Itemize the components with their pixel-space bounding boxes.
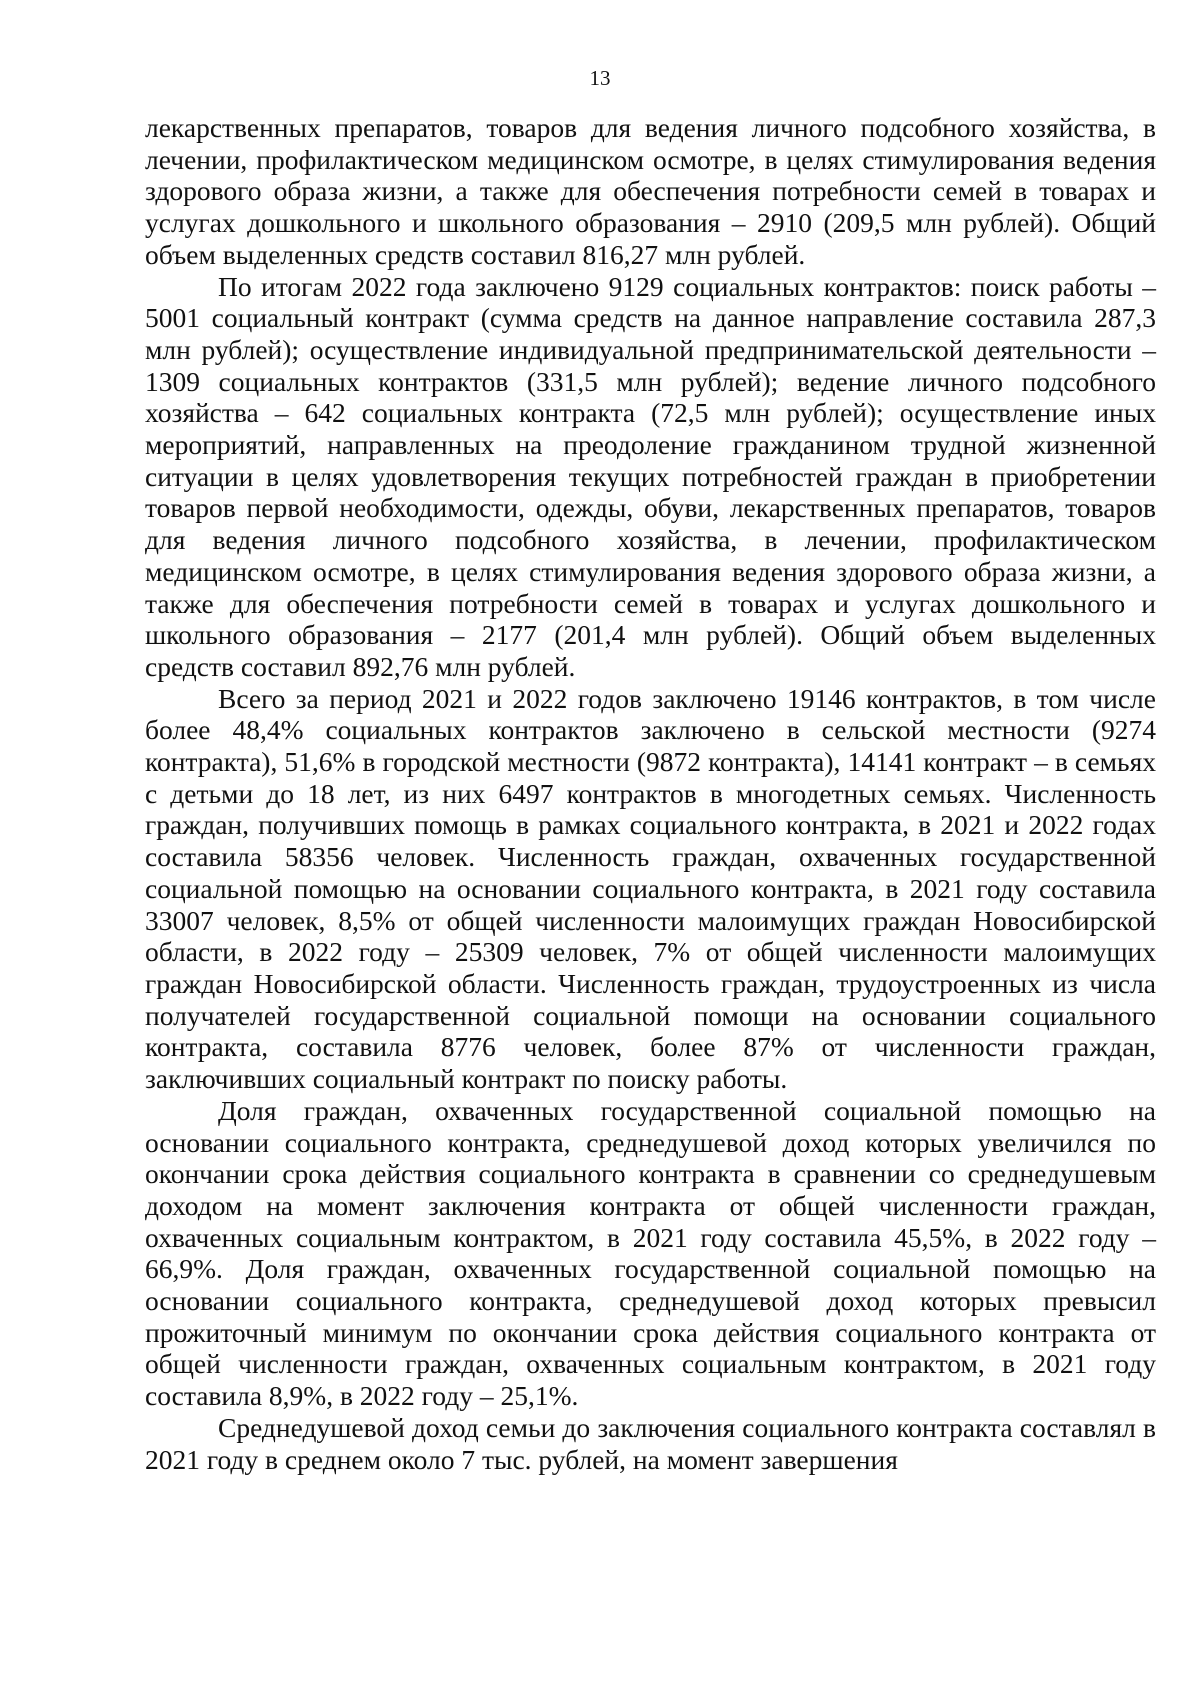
paragraph-average-income: Среднедушевой доход семьи до заключения социального контракта составлял в 2021 году в среднем около 7 тыс. рублей, на момент завершения	[145, 1411, 1156, 1475]
paragraph-continuation: лекарственных препаратов, товаров для ведения личного подсобного хозяйства, в лечении, профилактическом медицинском осмотре, в целях стимулирования ведения здорового образа жизни, а также для обеспечения потребности семей в товарах и услугах дошкольного и школьного образования – 2910 (209,5 млн рублей). Общий объем выделенных средств составил 816,27 млн рублей.	[145, 112, 1156, 270]
paragraph-total-contracts: Всего за период 2021 и 2022 годов заключено 19146 контрактов, в том числе более 48,4% социальных контрактов заключено в сельской местности (9274 контракта), 51,6% в городской местности (9872 контракта), 14141 контракт – в семьях с детьми до 18 лет, из них 6497 контрактов в многодетных семьях. Численность граждан, получивших помощь в рамках социального контракта, в 2021 и 2022 годах составила 58356 человек. Численность граждан, охваченных государственной социальной помощью на основании социального контракта, в 2021 году составила 33007 человек, 8,5% от общей численности малоимущих граждан Новосибирской области, в 2022 году – 25309 человек, 7% от общей численности малоимущих граждан Новосибирской области. Численность граждан, трудоустроенных из числа получателей государственной социальной помощи на основании социального контракта, составила 8776 человек, более 87% от численности граждан, заключивших социальный контракт по поиску работы.	[145, 682, 1156, 1095]
paragraph-income-share: Доля граждан, охваченных государственной социальной помощью на основании социального контракта, среднедушевой доход которых увеличился по окончании срока действия социального контракта в сравнении со среднедушевым доходом на момент заключения контракта от общей численности граждан, охваченных социальным контрактом, в 2021 году составила 45,5%, в 2022 году – 66,9%. Доля граждан, охваченных государственной социальной помощью на основании социального контракта, среднедушевой доход которых превысил прожиточный минимум по окончании срока действия социального контракта от общей численности граждан, охваченных социальным контрактом, в 2021 году составила 8,9%, в 2022 году – 25,1%.	[145, 1094, 1156, 1412]
document-body	[145, 112, 1156, 1475]
paragraph-2022-contracts: По итогам 2022 года заключено 9129 социальных контрактов: поиск работы – 5001 социальный контракт (сумма средств на данное направление составила 287,3 млн рублей); осуществление индивидуальной предпринимательской деятельности – 1309 социальных контрактов (331,5 млн рублей); ведение личного подсобного хозяйства – 642 социальных контракта (72,5 млн рублей); осуществление иных мероприятий, направленных на преодоление гражданином трудной жизненной ситуации в целях удовлетворения текущих потребностей граждан в приобретении товаров первой необходимости, одежды, обуви, лекарственных препаратов, товаров для ведения личного подсобного хозяйства, в лечении, профилактическом медицинском осмотре, в целях стимулирования ведения здорового образа жизни, а также для обеспечения потребности семей в товарах и услугах дошкольного и школьного образования – 2177 (201,4 млн рублей). Общий объем выделенных средств составил 892,76 млн рублей.	[145, 270, 1156, 682]
page-number: 13	[589, 66, 611, 90]
